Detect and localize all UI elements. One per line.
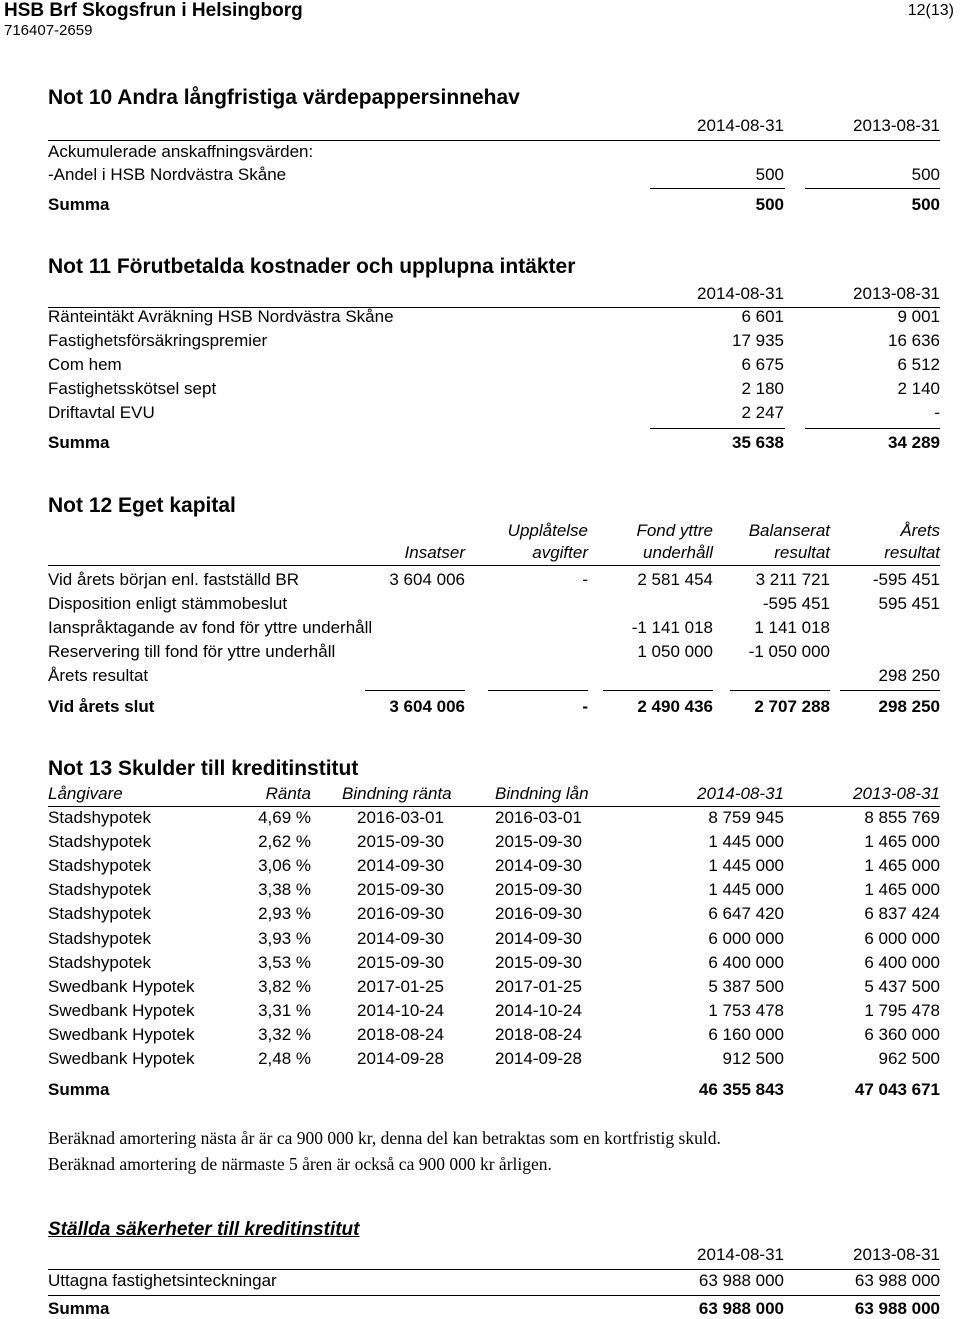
note12-col-header-line1: Fond yttre xyxy=(636,521,713,540)
note13-cell-loan-binding: 2018-08-24 xyxy=(495,1024,582,1044)
note12-col-header-line2: resultat xyxy=(774,543,830,562)
note12-row-cell: -1 050 000 xyxy=(748,642,830,661)
note13-sum-v1: 46 355 843 xyxy=(698,1080,784,1099)
securities-sum-v1: 63 988 000 xyxy=(698,1299,784,1318)
securities-heading: Ställda säkerheter till kreditinstitut xyxy=(48,1219,360,1240)
note13-cell-amount-2013: 8 855 769 xyxy=(864,808,940,827)
note13-cell-lender: Stadshypotek xyxy=(48,832,152,852)
note11-row-v1: 6 601 xyxy=(741,307,784,326)
note12-row-cell: 595 451 xyxy=(878,594,940,613)
org-number: 716407-2659 xyxy=(4,22,93,39)
note10-subheading: Ackumulerade anskaffningsvärden: xyxy=(48,142,314,161)
note13-cell-amount-2014: 1 445 000 xyxy=(708,856,784,876)
note11-row-label: Fastighetsförsäkringspremier xyxy=(48,331,268,350)
note12-col-header-line1: Upplåtelse xyxy=(507,521,588,540)
note12-row-label: Vid årets början enl. fastställd BR xyxy=(48,570,300,589)
securities-row-v1: 63 988 000 xyxy=(698,1271,784,1290)
securities-col1-header: 2014-08-31 xyxy=(697,1245,784,1264)
note12-sum-cell: - xyxy=(582,697,588,716)
note13-cell-amount-2013: 6 837 424 xyxy=(864,904,940,924)
note13-cell-lender: Swedbank Hypotek xyxy=(48,1049,195,1068)
note11-row-v1: 2 180 xyxy=(741,379,784,398)
note13-cell-amount-2014: 5 387 500 xyxy=(708,976,784,996)
note12-sum-cell: 2 490 436 xyxy=(637,697,713,716)
note13-cell-amount-2013: 6 360 000 xyxy=(864,1024,940,1044)
note12-row-cell: 2 581 454 xyxy=(637,570,713,589)
note13-cell-loan-binding: 2014-09-30 xyxy=(495,928,582,948)
note12-sum-line xyxy=(730,690,830,691)
note11-sum-line-2 xyxy=(805,428,940,429)
note12-row-cell: 3 211 721 xyxy=(755,570,830,589)
note13-cell-loan-binding: 2014-09-28 xyxy=(495,1049,582,1068)
note11-sum-line-1 xyxy=(650,428,785,429)
note13-sum-label: Summa xyxy=(48,1080,110,1099)
note13-cell-rate: 3,38 % xyxy=(258,880,311,900)
note13-cell-lender: Swedbank Hypotek xyxy=(48,1024,195,1044)
note12-col-header-line1: Balanserat xyxy=(748,521,830,540)
note13-cell-amount-2013: 1 795 478 xyxy=(864,1000,940,1020)
note13-col-header: Bindning lån xyxy=(495,784,589,803)
securities-row-label: Uttagna fastighetsinteckningar xyxy=(48,1271,277,1290)
note11-row-label: Driftavtal EVU xyxy=(48,403,155,422)
note10-row-v1: 500 xyxy=(755,165,784,184)
document-title: HSB Brf Skogsfrun i Helsingborg xyxy=(4,0,303,21)
note13-cell-rate-binding: 2016-03-01 xyxy=(357,808,444,827)
note13-cell-amount-2014: 8 759 945 xyxy=(708,808,784,827)
note13-cell-rate-binding: 2014-09-28 xyxy=(357,1049,444,1068)
note12-row-cell: 298 250 xyxy=(878,666,940,685)
note12-divider xyxy=(48,565,940,566)
note13-cell-loan-binding: 2016-03-01 xyxy=(495,808,582,827)
note13-col-header: 2014-08-31 xyxy=(697,784,784,803)
note12-col-header-line2: Insatser xyxy=(404,543,465,562)
note10-divider xyxy=(48,140,940,141)
note11-row-v1: 17 935 xyxy=(732,331,784,350)
note11-heading: Not 11 Förutbetalda kostnader och upplupna intäkter xyxy=(48,255,576,278)
note13-sum-v2: 47 043 671 xyxy=(854,1080,940,1099)
note11-row-v2: 6 512 xyxy=(897,355,940,374)
note13-cell-rate: 3,53 % xyxy=(258,952,311,972)
note10-col2-header: 2013-08-31 xyxy=(853,116,940,135)
note12-row-cell: - xyxy=(582,570,588,589)
note13-cell-lender: Stadshypotek xyxy=(48,928,152,948)
note13-text-1: Beräknad amortering nästa år är ca 900 000 kr, denna del kan betraktas som en kortfristig skuld. xyxy=(48,1128,721,1148)
note13-cell-amount-2013: 1 465 000 xyxy=(864,832,940,852)
note10-col1-header: 2014-08-31 xyxy=(697,116,784,135)
note11-row-v1: 2 247 xyxy=(741,403,784,422)
note13-cell-rate-binding: 2018-08-24 xyxy=(357,1024,444,1044)
note12-sum-line xyxy=(840,690,940,691)
note12-sum-label: Vid årets slut xyxy=(48,697,155,716)
note13-cell-loan-binding: 2014-10-24 xyxy=(495,1000,582,1020)
securities-col2-header: 2013-08-31 xyxy=(853,1245,940,1264)
note12-col-header-line1: Årets xyxy=(900,521,940,540)
note11-row-v1: 6 675 xyxy=(741,355,784,374)
note13-cell-lender: Swedbank Hypotek xyxy=(48,976,195,996)
note13-cell-amount-2013: 962 500 xyxy=(878,1049,940,1068)
note12-heading: Not 12 Eget kapital xyxy=(48,494,236,517)
note13-col-header: 2013-08-31 xyxy=(853,784,940,803)
note13-cell-rate-binding: 2015-09-30 xyxy=(357,880,444,900)
note13-cell-rate-binding: 2014-09-30 xyxy=(357,928,444,948)
note12-col-header-line2: avgifter xyxy=(532,543,588,562)
note13-col-header: Ränta xyxy=(265,784,311,803)
note12-sum-cell: 298 250 xyxy=(878,697,940,716)
note13-cell-amount-2014: 6 400 000 xyxy=(708,952,784,972)
note10-sum-v2: 500 xyxy=(911,195,940,214)
note13-cell-amount-2014: 1 753 478 xyxy=(708,1000,784,1020)
note12-row-cell: 1 050 000 xyxy=(637,642,713,661)
note13-cell-rate: 2,93 % xyxy=(258,904,311,924)
page-number: 12(13) xyxy=(907,2,954,19)
note13-cell-lender: Stadshypotek xyxy=(48,904,152,924)
note12-sum-line xyxy=(365,690,465,691)
note13-cell-amount-2013: 1 465 000 xyxy=(864,856,940,876)
note12-row-cell: -1 141 018 xyxy=(631,618,713,637)
note12-sum-line xyxy=(603,690,713,691)
note11-row-label: Ränteintäkt Avräkning HSB Nordvästra Skåne xyxy=(48,307,394,326)
note13-cell-rate: 2,48 % xyxy=(258,1049,311,1068)
note10-sum-line-2 xyxy=(805,188,940,189)
note13-cell-loan-binding: 2015-09-30 xyxy=(495,880,582,900)
note13-cell-rate-binding: 2014-10-24 xyxy=(357,1000,444,1020)
note13-cell-amount-2014: 1 445 000 xyxy=(708,880,784,900)
note13-cell-rate: 3,06 % xyxy=(258,856,311,876)
note13-cell-rate: 3,32 % xyxy=(258,1024,311,1044)
note13-cell-loan-binding: 2017-01-25 xyxy=(495,976,582,996)
note12-row-cell: 1 141 018 xyxy=(754,618,830,637)
securities-sum-v2: 63 988 000 xyxy=(854,1299,940,1318)
note13-cell-rate: 4,69 % xyxy=(258,808,311,827)
note12-col-header-line2: resultat xyxy=(884,543,940,562)
note13-cell-rate-binding: 2014-09-30 xyxy=(357,856,444,876)
note13-cell-lender: Stadshypotek xyxy=(48,808,152,827)
note12-row-label: Årets resultat xyxy=(48,666,149,685)
note11-row-v2: 16 636 xyxy=(888,331,940,350)
note11-sum-v1: 35 638 xyxy=(732,433,784,452)
note13-cell-rate-binding: 2016-09-30 xyxy=(357,904,444,924)
note13-cell-lender: Stadshypotek xyxy=(48,880,152,900)
note13-cell-rate: 3,93 % xyxy=(258,928,311,948)
note12-sum-line xyxy=(488,690,588,691)
note12-row-cell: 3 604 006 xyxy=(389,570,465,589)
note12-sum-cell: 2 707 288 xyxy=(754,697,830,716)
note12-row-label: Disposition enligt stämmobeslut xyxy=(48,594,288,613)
note13-cell-amount-2013: 5 437 500 xyxy=(864,976,940,996)
note13-cell-amount-2014: 1 445 000 xyxy=(708,832,784,852)
note10-row-label: -Andel i HSB Nordvästra Skåne xyxy=(48,165,287,184)
note13-col-header: Långivare xyxy=(48,784,123,803)
note11-row-v2: 9 001 xyxy=(897,307,940,326)
note10-row-v2: 500 xyxy=(911,165,940,184)
note13-text-2: Beräknad amortering de närmaste 5 åren är också ca 900 000 kr årligen. xyxy=(48,1154,552,1174)
note12-row-label: Reservering till fond för yttre underhåll xyxy=(48,642,336,661)
note11-col2-header: 2013-08-31 xyxy=(853,284,940,303)
note10-heading: Not 10 Andra långfristiga värdepappersinnehav xyxy=(48,86,520,109)
securities-row-v2: 63 988 000 xyxy=(854,1271,940,1290)
securities-sum-divider xyxy=(48,1295,940,1296)
note12-row-label: Ianspråktagande av fond för yttre underhåll xyxy=(48,618,373,637)
note10-sum-label: Summa xyxy=(48,195,110,214)
note13-cell-loan-binding: 2015-09-30 xyxy=(495,832,582,852)
note13-cell-lender: Swedbank Hypotek xyxy=(48,1000,195,1020)
note11-row-label: Fastighetsskötsel sept xyxy=(48,379,217,398)
securities-sum-label: Summa xyxy=(48,1299,110,1318)
note13-divider xyxy=(48,806,940,807)
note13-cell-amount-2013: 6 000 000 xyxy=(864,928,940,948)
note12-row-cell: -595 451 xyxy=(872,570,940,589)
note13-cell-lender: Stadshypotek xyxy=(48,952,152,972)
securities-divider xyxy=(48,1269,940,1270)
note13-cell-rate-binding: 2015-09-30 xyxy=(357,952,444,972)
note13-cell-rate: 2,62 % xyxy=(258,832,311,852)
note13-cell-rate: 3,31 % xyxy=(258,1000,311,1020)
note11-col1-header: 2014-08-31 xyxy=(697,284,784,303)
note11-sum-v2: 34 289 xyxy=(888,433,940,452)
note13-cell-rate-binding: 2017-01-25 xyxy=(357,976,444,996)
note13-cell-amount-2014: 912 500 xyxy=(722,1049,784,1068)
note12-row-cell: -595 451 xyxy=(762,594,830,613)
note13-col-header: Bindning ränta xyxy=(342,784,452,803)
note10-sum-v1: 500 xyxy=(755,195,784,214)
note11-sum-label: Summa xyxy=(48,433,110,452)
note11-row-label: Com hem xyxy=(48,355,122,374)
note12-sum-cell: 3 604 006 xyxy=(389,697,465,716)
note13-cell-amount-2013: 1 465 000 xyxy=(864,880,940,900)
note13-heading: Not 13 Skulder till kreditinstitut xyxy=(48,757,359,780)
note13-cell-amount-2014: 6 160 000 xyxy=(708,1024,784,1044)
note13-cell-amount-2014: 6 647 420 xyxy=(708,904,784,924)
note13-cell-loan-binding: 2014-09-30 xyxy=(495,856,582,876)
note13-cell-rate: 3,82 % xyxy=(258,976,311,996)
note13-cell-amount-2013: 6 400 000 xyxy=(864,952,940,972)
note13-cell-loan-binding: 2016-09-30 xyxy=(495,904,582,924)
note11-row-v2: 2 140 xyxy=(897,379,940,398)
note12-col-header-line2: underhåll xyxy=(643,543,713,562)
note13-cell-loan-binding: 2015-09-30 xyxy=(495,952,582,972)
note13-cell-lender: Stadshypotek xyxy=(48,856,152,876)
note13-cell-amount-2014: 6 000 000 xyxy=(708,928,784,948)
note10-sum-line-1 xyxy=(650,188,785,189)
note13-cell-rate-binding: 2015-09-30 xyxy=(357,832,444,852)
note11-row-v2: - xyxy=(934,403,940,422)
